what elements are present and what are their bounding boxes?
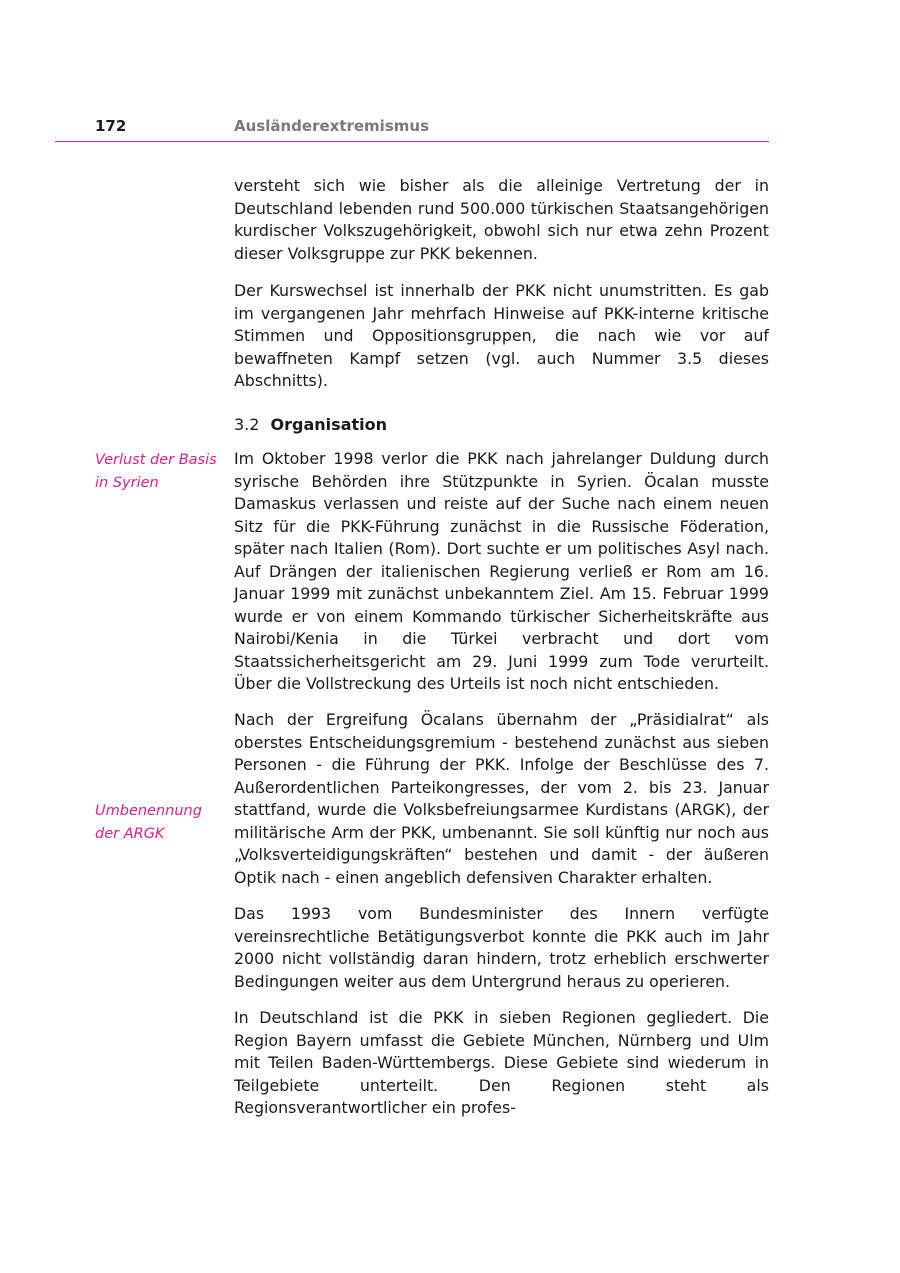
margin-note-line: in Syrien bbox=[95, 474, 159, 491]
margin-note-umbenennung bbox=[95, 800, 225, 845]
running-header-title: Ausländerextremismus bbox=[234, 117, 429, 135]
paragraph-oktober-1998: Im Oktober 1998 verlor die PKK nach jahrelanger Duldung durch syrische Behörden ihre Stützpunkte in Syrien. Öcalan musste Damaskus verlassen und reiste auf der Suche nach einem neuen Sitz für die PKK-Führung zunächst in die Russische Föderation, später nach Italien (Rom). Dort suchte er um politisches Asyl nach. Auf Drängen der italienischen Regierung verließ er Rom am 16. Januar 1999 mit zunächst unbekanntem Ziel. Am 15. Februar 1999 wurde er von einem Kommando türkischer Sicherheitskräfte aus Nairobi/Kenia in die Türkei verbracht und dort vom Staatssicherheitsgericht am 29. Juni 1999 zum Tode verurteilt. Über die Vollstreckung des Urteils ist noch nicht entschieden. bbox=[234, 449, 769, 693]
paragraph-ergreifung: Nach der Ergreifung Öcalans übernahm der „Präsidialrat“ als oberstes Entscheidungsgremium - bestehend zunächst aus sieben Personen - die Führung der PKK. Infolge der Beschlüsse des 7. Außerordentlichen Parteikongresses, der vom 2. bis 23. Januar stattfand, wurde die Volksbefreiungsarmee Kurdistans (ARGK), der militärische Arm der PKK, umbenannt. Sie soll künftig nur noch aus „Volksverteidigungskräften“ bestehen und damit - der äußeren Optik nach - einen angeblich defensiven Charakter erhalten. bbox=[234, 710, 769, 887]
header-divider bbox=[55, 141, 769, 142]
paragraph-kurswechsel: Der Kurswechsel ist innerhalb der PKK nicht unumstritten. Es gab im vergangenen Jahr mehrfach Hinweise auf PKK-interne kritische Stimmen und Oppositionsgruppen, die nach wie vor auf bewaffneten Kampf setzen (vgl. auch Nummer 3.5 dieses Abschnitts). bbox=[234, 281, 769, 390]
page-number: 172 bbox=[95, 117, 127, 135]
section-heading bbox=[234, 414, 387, 436]
paragraph-intro: versteht sich wie bisher als die alleinige Vertretung der in Deutschland lebenden rund 500.000 türkischen Staatsangehörigen kurdischer Volkszugehörigkeit, obwohl sich nur etwa zehn Prozent dieser Volksgruppe zur PKK bekennen. bbox=[234, 176, 769, 263]
paragraph-regionen: In Deutschland ist die PKK in sieben Regionen gegliedert. Die Region Bayern umfasst die Gebiete München, Nürnberg und Ulm mit Teilen Baden-Württembergs. Diese Gebiete sind wiederum in Teilgebiete unterteilt. Den Regionen steht als Regionsverantwortlicher ein profes- bbox=[234, 1008, 769, 1117]
margin-note-line: Umbenennung bbox=[95, 803, 202, 819]
section-number: 3.2 bbox=[234, 415, 260, 434]
margin-note-line: der ARGK bbox=[95, 825, 165, 842]
margin-note-line: Verlust der Basis bbox=[95, 452, 217, 468]
paragraph-betaetigungsverbot: Das 1993 vom Bundesminister des Innern verfügte vereinsrechtliche Betätigungsverbot konnte die PKK auch im Jahr 2000 nicht vollständig daran hindern, trotz erheblich erschwerter Bedingungen weiter aus dem Untergrund heraus zu operieren. bbox=[234, 904, 769, 991]
section-title: Organisation bbox=[270, 415, 387, 434]
margin-note-verlust-der-basis bbox=[95, 449, 225, 494]
